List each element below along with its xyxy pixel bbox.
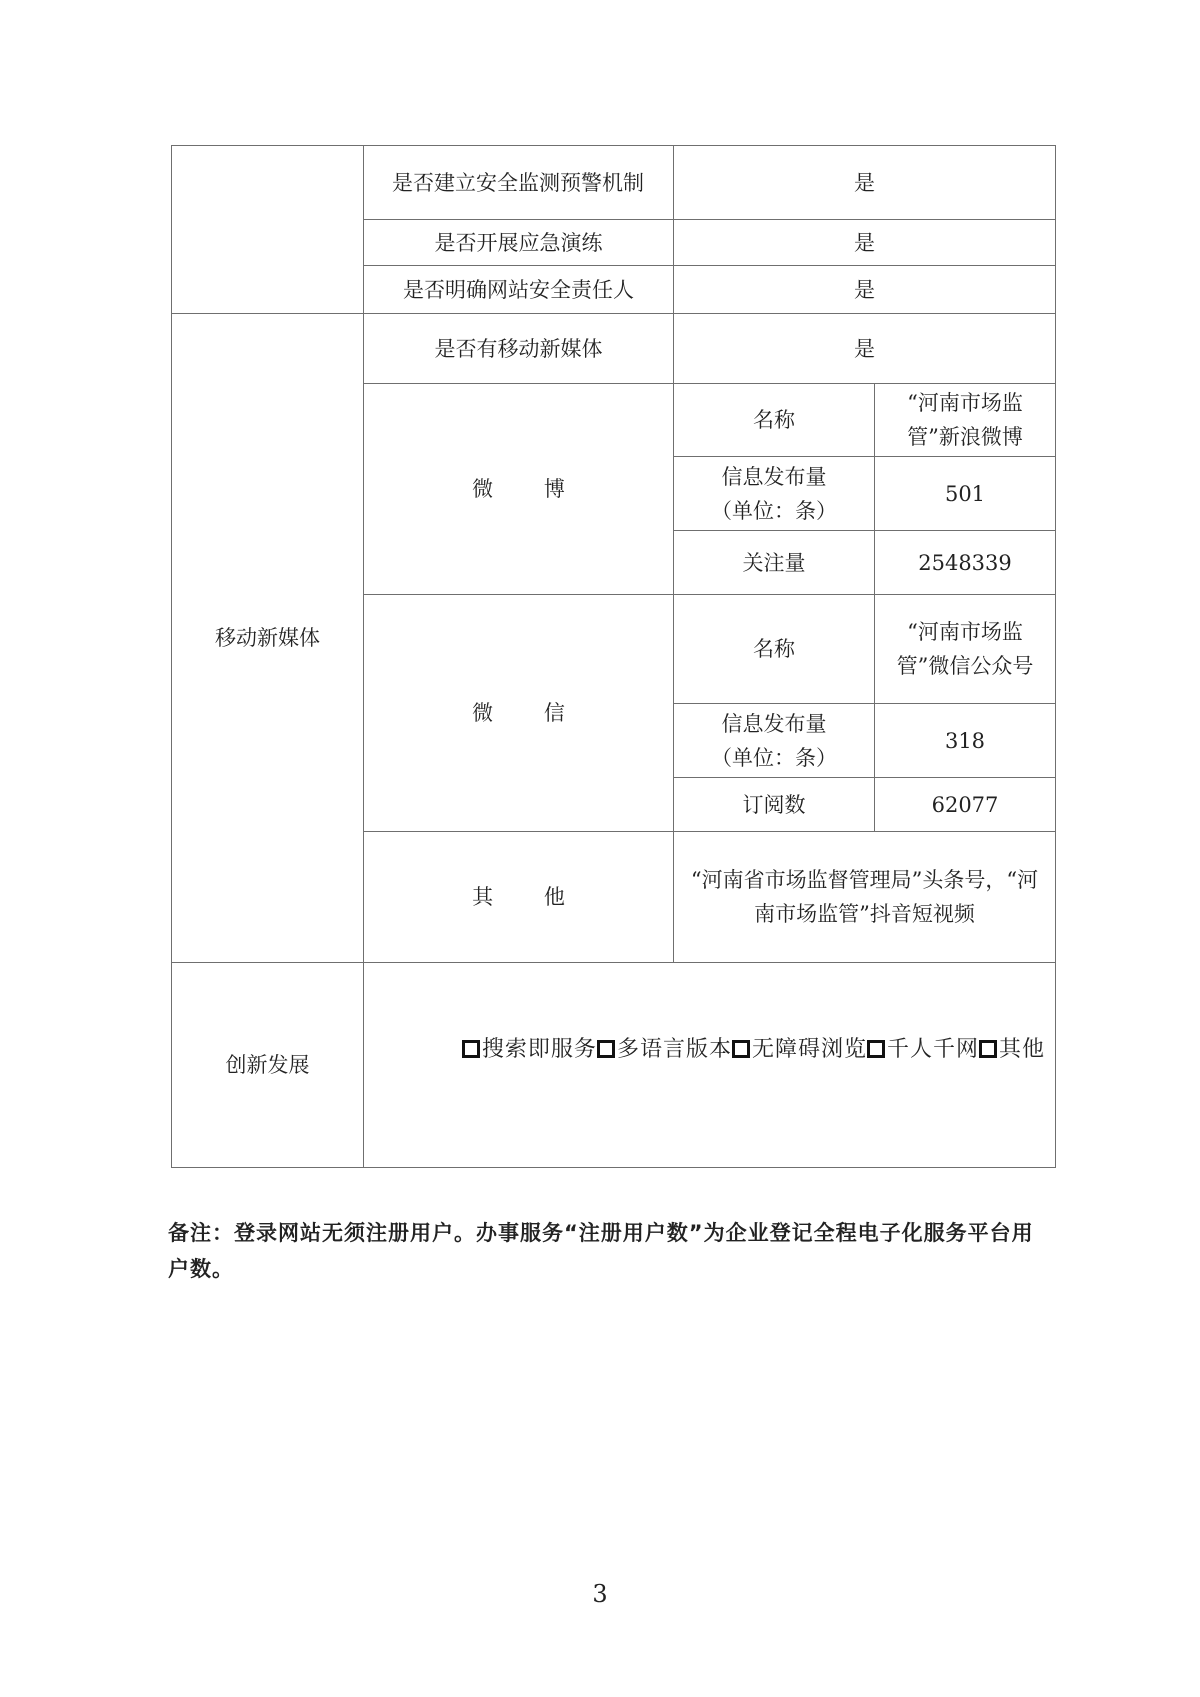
page-number: 3 <box>592 1580 608 1608</box>
checkbox-icon[interactable] <box>732 1040 750 1058</box>
weibo-name-value: “河南市场监管”新浪微博 <box>907 391 1023 449</box>
weibo-label: 微 博 <box>472 477 587 501</box>
table-line <box>171 1167 1055 1168</box>
other-media-value: “河南省市场监督管理局”头条号，“河南市场监管”抖音短视频 <box>690 868 1039 926</box>
media-section-label: 移动新媒体 <box>215 626 320 650</box>
wechat-subscribers-label: 订阅数 <box>742 792 806 817</box>
innovation-options <box>364 1020 1055 1080</box>
security-label-monitoring: 是否建立安全监测预警机制 <box>392 170 644 195</box>
weibo-name-label: 名称 <box>753 408 795 432</box>
innovation-option[interactable]: 搜索即服务 <box>462 1033 597 1067</box>
checkbox-icon[interactable] <box>597 1040 615 1058</box>
wechat-label: 微 信 <box>472 701 587 725</box>
wechat-posts-label: 信息发布量（单位：条） <box>711 711 837 770</box>
security-label-drill: 是否开展应急演练 <box>434 230 603 255</box>
weibo-followers-label: 关注量 <box>742 550 806 575</box>
security-value-drill: 是 <box>854 230 875 255</box>
other-media-label: 其 他 <box>472 885 587 909</box>
media-has-label: 是否有移动新媒体 <box>434 336 603 361</box>
wechat-posts-value: 318 <box>944 728 986 753</box>
weibo-followers-value: 2548339 <box>918 550 1012 575</box>
wechat-name-value: “河南市场监管”微信公众号 <box>896 620 1034 678</box>
innovation-option[interactable]: 千人千网 <box>867 1033 979 1067</box>
wechat-subscribers-value: 62077 <box>931 792 999 817</box>
checkbox-icon[interactable] <box>462 1040 480 1058</box>
innovation-option[interactable]: 多语言版本 <box>597 1033 732 1067</box>
weibo-posts-label: 信息发布量（单位：条） <box>711 464 837 523</box>
media-has-value: 是 <box>854 336 875 361</box>
table-line <box>1055 145 1056 1168</box>
innovation-option[interactable]: 其他 <box>979 1033 1045 1067</box>
wechat-name-label: 名称 <box>753 637 795 661</box>
security-value-monitoring: 是 <box>854 170 875 195</box>
checkbox-icon[interactable] <box>979 1040 997 1058</box>
innovation-section-label: 创新发展 <box>225 1053 310 1077</box>
checkbox-icon[interactable] <box>867 1040 885 1058</box>
security-value-responsible: 是 <box>854 277 875 302</box>
footnote: 备注：登录网站无须注册用户。办事服务“注册用户数”为企业登记全程电子化服务平台用户数。 <box>168 1221 1034 1281</box>
security-label-responsible: 是否明确网站安全责任人 <box>403 277 634 302</box>
weibo-posts-value: 501 <box>944 481 986 506</box>
innovation-option[interactable]: 无障碍浏览 <box>732 1033 867 1067</box>
